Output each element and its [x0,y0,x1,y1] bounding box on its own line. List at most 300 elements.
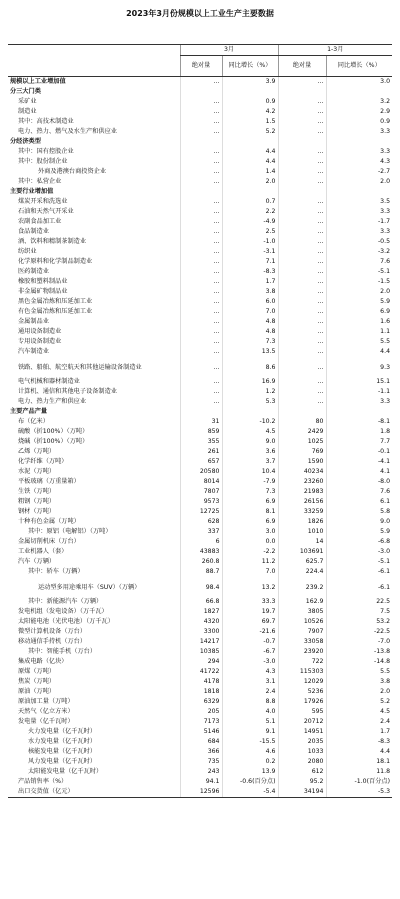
row-label: 粗钢（万吨） [18,498,56,506]
abs-value: 26156 [278,497,326,507]
table-row [8,247,392,257]
row-label: 风力发电量（亿千瓦时） [28,758,97,766]
abs-value: 66.8 [180,597,222,607]
row-label: 电气机械和器材制造业 [18,378,80,386]
abs-value [278,407,326,417]
abs-value: 3805 [278,607,326,617]
table-row [8,167,392,177]
yoy-value: 0.7 [222,197,278,207]
abs-value: … [278,277,326,287]
yoy-value: 5.9 [326,527,392,537]
yoy-value: -7.0 [326,637,392,647]
abs-value: 205 [180,707,222,717]
yoy-value: 3.3 [326,397,392,407]
abs-value: 769 [278,447,326,457]
yoy-value: -3.0 [326,547,392,557]
row-label: 微型计算机设备（万台） [18,628,87,636]
table-row [8,377,392,387]
yoy-value: 3.1 [222,677,278,687]
table-row [8,327,392,337]
yoy-value: 6.1 [326,497,392,507]
abs-value: 625.7 [278,557,326,567]
yoy-value: -1.0(百分点) [326,777,392,787]
row-label: 金属切削机床（万台） [18,538,80,546]
yoy-value: 3.0 [326,77,392,88]
yoy-value: 5.2 [326,697,392,707]
yoy-value [326,187,392,197]
yoy-value: -1.5 [326,277,392,287]
yoy-value: 53.2 [326,617,392,627]
abs-value: 88.7 [180,567,222,577]
yoy-value: -8.1 [326,417,392,427]
yoy-value: 7.6 [326,257,392,267]
abs-value [180,87,222,97]
row-label: 其中：智能手机（万台） [28,648,97,656]
table-row [8,717,392,727]
table-row [8,77,392,88]
abs-value: … [180,107,222,117]
abs-value: … [180,347,222,357]
abs-value: 239.2 [278,577,326,597]
abs-value: … [180,97,222,107]
abs-value: … [180,157,222,167]
yoy-value: 3.5 [326,197,392,207]
abs-value: 4178 [180,677,222,687]
yoy-value [222,407,278,417]
row-label: 出口交货值（亿元） [8,787,180,798]
yoy-value: 1.4 [222,167,278,177]
row-label: 有色金属冶炼和压延加工业 [18,308,93,316]
abs-value: 23260 [278,477,326,487]
yoy-value: 1.2 [222,387,278,397]
table-row [8,297,392,307]
abs-value: 12725 [180,507,222,517]
yoy-value: -3.2 [326,247,392,257]
abs-value: 12029 [278,677,326,687]
abs-value: 859 [180,427,222,437]
abs-value: … [278,167,326,177]
abs-value: … [180,327,222,337]
table-row [8,597,392,607]
abs-value: … [278,317,326,327]
yoy-value: 8.1 [222,507,278,517]
abs-value: … [278,307,326,317]
abs-value: 657 [180,457,222,467]
yoy-value: -3.0 [222,657,278,667]
row-label: 通用设备制造业 [18,328,62,336]
abs-value: … [278,127,326,137]
yoy-value: 1.1 [326,327,392,337]
yoy-value: 0.2 [222,757,278,767]
row-label: 煤炭开采和洗选业 [18,198,68,206]
yoy-value: 3.3 [326,207,392,217]
abs-value: … [278,147,326,157]
abs-value: 21983 [278,487,326,497]
yoy-value: 5.2 [222,127,278,137]
table-row [8,527,392,537]
row-label: 黑色金属冶炼和压延加工业 [18,298,93,306]
yoy-value: 4.1 [326,467,392,477]
row-label: 其中：私营企业 [18,178,62,186]
yoy-value: 4.8 [222,327,278,337]
abs-value: 366 [180,747,222,757]
yoy-value: 9.0 [222,437,278,447]
yoy-value: 2.5 [222,227,278,237]
row-label: 石油和天然气开采业 [18,208,74,216]
yoy-value: 7.1 [222,257,278,267]
table-row [8,317,392,327]
yoy-value: 5.5 [326,337,392,347]
abs-value: … [278,227,326,237]
yoy-value: -7.9 [222,477,278,487]
table-row [8,187,392,197]
abs-value: 95.2 [278,777,326,787]
row-label: 原油（万吨） [18,688,56,696]
yoy-value: 3.0 [222,527,278,537]
abs-value: … [278,377,326,387]
abs-value: 6 [180,537,222,547]
table-row [8,217,392,227]
yoy-value: 3.8 [222,287,278,297]
row-label: 其中：轿车（万辆） [28,568,84,576]
table-row [8,357,392,377]
table-row [8,177,392,187]
row-label: 医药制造业 [18,268,49,276]
table-row [8,677,392,687]
yoy-value: 7.7 [326,437,392,447]
row-label: 原煤（万吨） [18,668,56,676]
abs-value: 2429 [278,427,326,437]
yoy-value: -14.8 [326,657,392,667]
abs-header: 绝对量 [180,56,222,77]
yoy-value: 6.9 [326,307,392,317]
table-row [8,497,392,507]
abs-value: 684 [180,737,222,747]
abs-value: 612 [278,767,326,777]
table-row [8,107,392,117]
row-label: 电力、热力生产和供应业 [18,398,87,406]
yoy-value: -6.1 [326,567,392,577]
table-row [8,517,392,527]
table-row [8,417,392,427]
row-label: 其中：原铝（电解铝）（万吨） [28,528,112,536]
row-label: 酒、饮料和精制茶制造业 [18,238,87,246]
abs-value: … [180,247,222,257]
row-label: 化学纤维（万吨） [18,458,68,466]
abs-value: … [278,197,326,207]
yoy-value: -4.1 [326,457,392,467]
abs-value: … [278,397,326,407]
row-label: 布（亿米） [18,418,49,426]
yoy-value: 4.5 [326,707,392,717]
abs-value: … [180,287,222,297]
abs-value: … [180,167,222,177]
yoy-value: -8.0 [326,477,392,487]
abs-header: 绝对量 [278,56,326,77]
abs-value: 31 [180,417,222,427]
yoy-value: -5.3 [326,787,392,798]
abs-value: … [278,267,326,277]
table-row [8,87,392,97]
table-row [8,147,392,157]
abs-value [180,187,222,197]
yoy-value: 2.0 [326,177,392,187]
yoy-value [326,407,392,417]
yoy-value: 6.9 [222,497,278,507]
table-row [8,507,392,517]
yoy-value: 9.1 [222,727,278,737]
yoy-value: 13.2 [222,577,278,597]
yoy-value: 7.6 [326,487,392,497]
abs-value: 8014 [180,477,222,487]
abs-value: … [180,307,222,317]
table-row [8,687,392,697]
table-row [8,437,392,447]
table-row [8,787,392,798]
yoy-value: 7.3 [222,487,278,497]
yoy-value: -5.1 [326,557,392,567]
yoy-value: -1.7 [326,217,392,227]
abs-value: … [180,377,222,387]
abs-value: 294 [180,657,222,667]
row-label: 钢材（万吨） [18,508,56,516]
abs-value: 94.1 [180,777,222,787]
abs-value: … [180,207,222,217]
abs-value: … [180,387,222,397]
table-row [8,267,392,277]
table-row [8,567,392,577]
abs-value: 14217 [180,637,222,647]
table-row [8,487,392,497]
abs-value: 33259 [278,507,326,517]
yoy-value: -1.1 [326,387,392,397]
table-row [8,777,392,787]
yoy-value: 7.0 [222,307,278,317]
yoy-header: 同比增长（%） [222,56,278,77]
row-label: 移动通信手持机（万台） [18,638,87,646]
abs-value: 103691 [278,547,326,557]
yoy-value: 2.0 [326,687,392,697]
abs-value: 17926 [278,697,326,707]
table-row [8,767,392,777]
yoy-value: 4.5 [222,427,278,437]
abs-value: 735 [180,757,222,767]
yoy-value: 1.7 [222,277,278,287]
yoy-value: 6.0 [222,297,278,307]
yoy-value: 4.6 [222,747,278,757]
abs-value: 1818 [180,687,222,697]
yoy-value: 15.1 [326,377,392,387]
abs-value: … [180,117,222,127]
abs-value: 10526 [278,617,326,627]
table-row [8,457,392,467]
abs-value: 20712 [278,717,326,727]
abs-value: 1827 [180,607,222,617]
table-row [8,197,392,207]
table-row [8,137,392,147]
row-label: 纺织业 [18,248,37,256]
table-row [8,207,392,217]
abs-value: 355 [180,437,222,447]
abs-value: … [180,217,222,227]
yoy-value: -8.3 [222,267,278,277]
yoy-value: 8.6 [222,357,278,377]
yoy-value: 2.0 [222,177,278,187]
yoy-value: 5.9 [326,297,392,307]
yoy-value: -22.5 [326,627,392,637]
yoy-value [222,87,278,97]
yoy-value: -2.7 [326,167,392,177]
table-row [8,127,392,137]
yoy-value: 4.4 [326,747,392,757]
table-row [8,337,392,347]
abs-value: 337 [180,527,222,537]
table-row [8,537,392,547]
table-body [8,77,392,798]
row-label: 采矿业 [18,98,37,106]
abs-value: 23920 [278,647,326,657]
yoy-value: 5.8 [326,507,392,517]
yoy-value: -1.0 [222,237,278,247]
yoy-value: 2.2 [222,207,278,217]
table-row [8,387,392,397]
row-label: 分经济类型 [10,138,41,146]
yoy-value: -3.1 [222,247,278,257]
table-row [8,477,392,487]
row-label: 水力发电量（亿千瓦时） [28,738,97,746]
yoy-value: 9.3 [326,357,392,377]
row-label: 发电量（亿千瓦时） [18,718,74,726]
abs-value: 5236 [278,687,326,697]
row-label: 食品制造业 [18,228,49,236]
table-row [8,657,392,667]
abs-value: 7807 [180,487,222,497]
yoy-value: -15.5 [222,737,278,747]
row-label: 专用设备制造业 [18,338,62,346]
row-label: 工业机器人（套） [18,548,68,556]
yoy-value [326,137,392,147]
yoy-value: 11.2 [222,557,278,567]
abs-value: 12596 [180,787,222,798]
yoy-value: 7.5 [326,607,392,617]
abs-value: … [278,97,326,107]
abs-value: … [180,337,222,347]
yoy-value: 0.9 [222,97,278,107]
yoy-value: 2.4 [326,717,392,727]
yoy-value: 4.2 [222,107,278,117]
yoy-value: 16.9 [222,377,278,387]
table-row [8,737,392,747]
abs-value: 14951 [278,727,326,737]
table-row [8,757,392,767]
abs-value: 20580 [180,467,222,477]
abs-value: 80 [278,417,326,427]
yoy-value: -21.6 [222,627,278,637]
abs-value [278,87,326,97]
yoy-value: 5.3 [222,397,278,407]
yoy-value: 3.9 [222,77,278,88]
yoy-value: 11.8 [326,767,392,777]
yoy-value: 3.3 [326,147,392,157]
abs-value: 2035 [278,737,326,747]
yoy-value: -5.4 [222,787,278,798]
abs-value: 1025 [278,437,326,447]
abs-value: … [278,337,326,347]
row-label: 化学原料和化学制品制造业 [18,258,93,266]
row-label: 外商及港澳台商投资企业 [38,168,107,176]
table-row [8,447,392,457]
abs-value: … [278,107,326,117]
abs-value [278,187,326,197]
row-label: 农副食品加工业 [18,218,62,226]
yoy-value: 22.5 [326,597,392,607]
abs-value: … [180,277,222,287]
table-row [8,707,392,717]
abs-value: 1826 [278,517,326,527]
yoy-value: 13.5 [222,347,278,357]
abs-value: 595 [278,707,326,717]
abs-value: … [278,247,326,257]
row-label: 制造业 [18,108,37,116]
table-row [8,407,392,417]
row-label: 其中：国有控股企业 [18,148,74,156]
yoy-value: 4.3 [222,667,278,677]
table-row [8,97,392,107]
yoy-value: 1.6 [326,317,392,327]
abs-value: 34194 [278,787,326,798]
abs-value: 162.9 [278,597,326,607]
row-label: 运动型多用途乘用车（SUV）（万辆） [38,583,141,591]
header-blank [8,45,180,77]
row-label: 水泥（万吨） [18,468,56,476]
table-row [8,577,392,597]
abs-value: 1033 [278,747,326,757]
yoy-value: 7.3 [222,337,278,347]
abs-value: … [180,397,222,407]
yoy-value: -6.8 [326,537,392,547]
table-row [8,467,392,477]
abs-value [180,407,222,417]
table-row [8,697,392,707]
row-label: 其中：股份制企业 [18,158,68,166]
yoy-value: 0.9 [326,117,392,127]
abs-value: … [278,77,326,88]
abs-value: … [180,197,222,207]
yoy-value: -5.1 [326,267,392,277]
yoy-value: 3.2 [326,97,392,107]
table-row [8,557,392,567]
row-label: 其中：高技术制造业 [18,118,74,126]
row-label: 金属制品业 [18,318,49,326]
yoy-value: 5.5 [326,667,392,677]
abs-value [278,137,326,147]
yoy-value: 13.9 [222,767,278,777]
row-label: 规模以上工业增加值 [10,78,66,86]
yoy-value: 4.4 [326,347,392,357]
abs-value: … [278,177,326,187]
yoy-value: -8.3 [326,737,392,747]
row-label: 十种有色金属（万吨） [18,518,80,526]
yoy-value: 2.4 [222,687,278,697]
abs-value: … [278,287,326,297]
abs-value: 261 [180,447,222,457]
abs-value: … [278,217,326,227]
row-label: 分三大门类 [10,88,41,96]
table-row [8,647,392,657]
abs-value: … [278,297,326,307]
yoy-value: 3.3 [326,127,392,137]
yoy-value: -13.8 [326,647,392,657]
